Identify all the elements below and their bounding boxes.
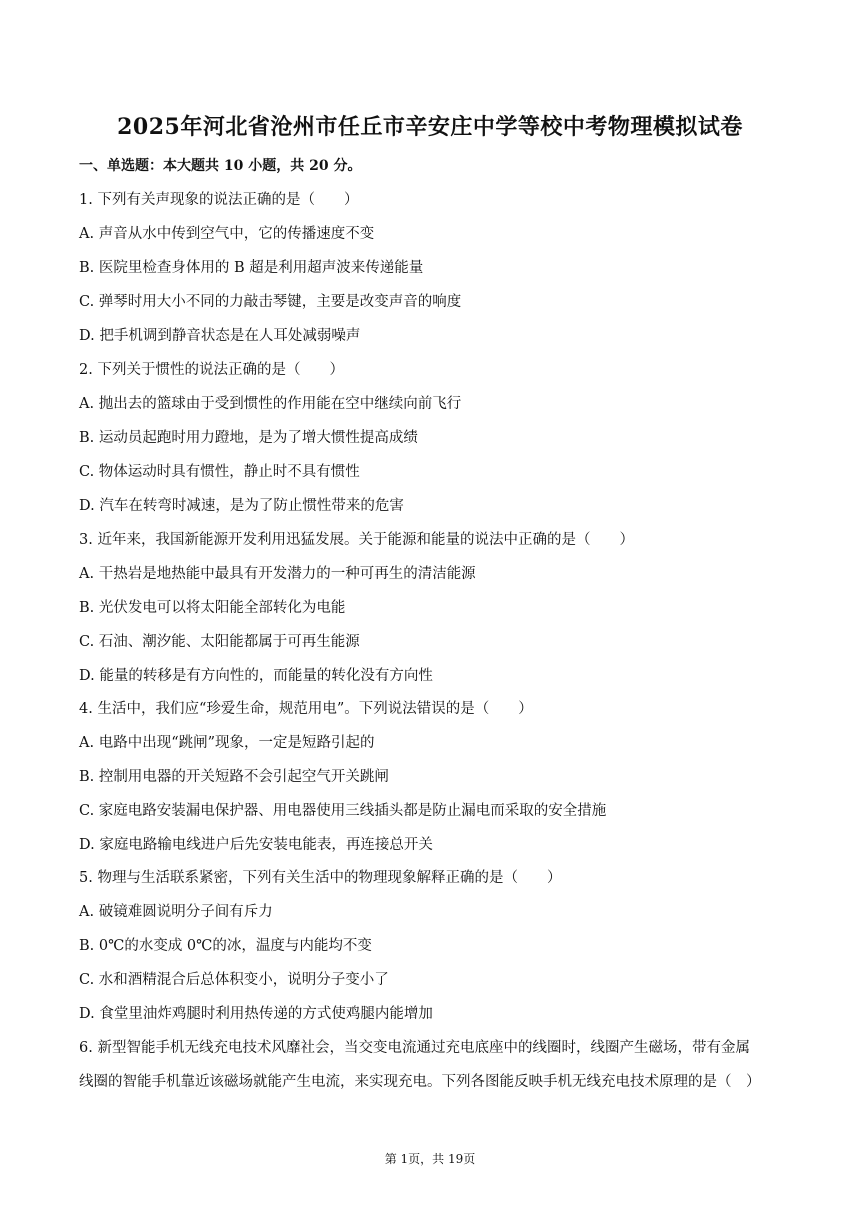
question-5-option-b: B. 0℃的水变成 0℃的冰，温度与内能均不变 xyxy=(79,938,372,954)
question-2-option-a: A. 抛出去的篮球由于受到惯性的作用能在空中继续向前飞行 xyxy=(79,396,462,412)
question-3-option-d: D. 能量的转移是有方向性的，而能量的转化没有方向性 xyxy=(79,668,433,684)
question-1-option-a: A. 声音从水中传到空气中，它的传播速度不变 xyxy=(79,226,375,242)
question-3-option-a: A. 干热岩是地热能中最具有开发潜力的一种可再生的清洁能源 xyxy=(79,566,476,582)
question-2-stem: 2. 下列关于惯性的说法正确的是（ ） xyxy=(79,362,344,378)
exam-title: 2025年河北省沧州市任丘市辛安庄中学等校中考物理模拟试卷 xyxy=(117,114,743,140)
question-2-option-c: C. 物体运动时具有惯性，静止时不具有惯性 xyxy=(79,464,360,480)
question-3-stem: 3. 近年来，我国新能源开发利用迅猛发展。关于能源和能量的说法中正确的是（ ） xyxy=(79,532,634,548)
section-heading: 一、单选题：本大题共 10 小题，共 20 分。 xyxy=(79,158,362,174)
question-4-option-b: B. 控制用电器的开关短路不会引起空气开关跳闸 xyxy=(79,769,389,785)
question-5-stem: 5. 物理与生活联系紧密，下列有关生活中的物理现象解释正确的是（ ） xyxy=(79,870,562,886)
question-3-option-b: B. 光伏发电可以将太阳能全部转化为电能 xyxy=(79,600,346,616)
question-4-stem: 4. 生活中，我们应“珍爱生命，规范用电”。下列说法错误的是（ ） xyxy=(79,701,533,717)
question-6-stem-line-1: 6. 新型智能手机无线充电技术风靡社会，当交变电流通过充电底座中的线圈时，线圈产生磁场，带有金属 xyxy=(79,1040,750,1056)
question-5-option-d: D. 食堂里油炸鸡腿时利用热传递的方式使鸡腿内能增加 xyxy=(79,1006,433,1022)
question-1-stem: 1. 下列有关声现象的说法正确的是（ ） xyxy=(79,192,359,208)
question-2-option-d: D. 汽车在转弯时减速，是为了防止惯性带来的危害 xyxy=(79,498,404,514)
question-4-option-a: A. 电路中出现“跳闸”现象，一定是短路引起的 xyxy=(79,735,375,751)
question-1-option-d: D. 把手机调到静音状态是在人耳处减弱噪声 xyxy=(79,328,361,344)
question-3-option-c: C. 石油、潮汐能、太阳能都属于可再生能源 xyxy=(79,634,360,650)
question-4-option-c: C. 家庭电路安装漏电保护器、用电器使用三线插头都是防止漏电而采取的安全措施 xyxy=(79,803,607,819)
question-1-option-c: C. 弹琴时用大小不同的力敲击琴键，主要是改变声音的响度 xyxy=(79,294,462,310)
question-1-option-b: B. 医院里检查身体用的 B 超是利用超声波来传递能量 xyxy=(79,260,424,276)
question-5-option-a: A. 破镜难圆说明分子间有斥力 xyxy=(79,904,273,920)
question-6-stem-line-2: 线圈的智能手机靠近该磁场就能产生电流，来实现充电。下列各图能反映手机无线充电技术原理的是（ ） xyxy=(79,1074,761,1090)
question-2-option-b: B. 运动员起跑时用力蹬地，是为了增大惯性提高成绩 xyxy=(79,430,418,446)
question-4-option-d: D. 家庭电路输电线进户后先安装电能表，再连接总开关 xyxy=(79,837,433,853)
question-5-option-c: C. 水和酒精混合后总体积变小，说明分子变小了 xyxy=(79,972,389,988)
page-footer: 第 1页，共 19页 xyxy=(384,1152,476,1166)
